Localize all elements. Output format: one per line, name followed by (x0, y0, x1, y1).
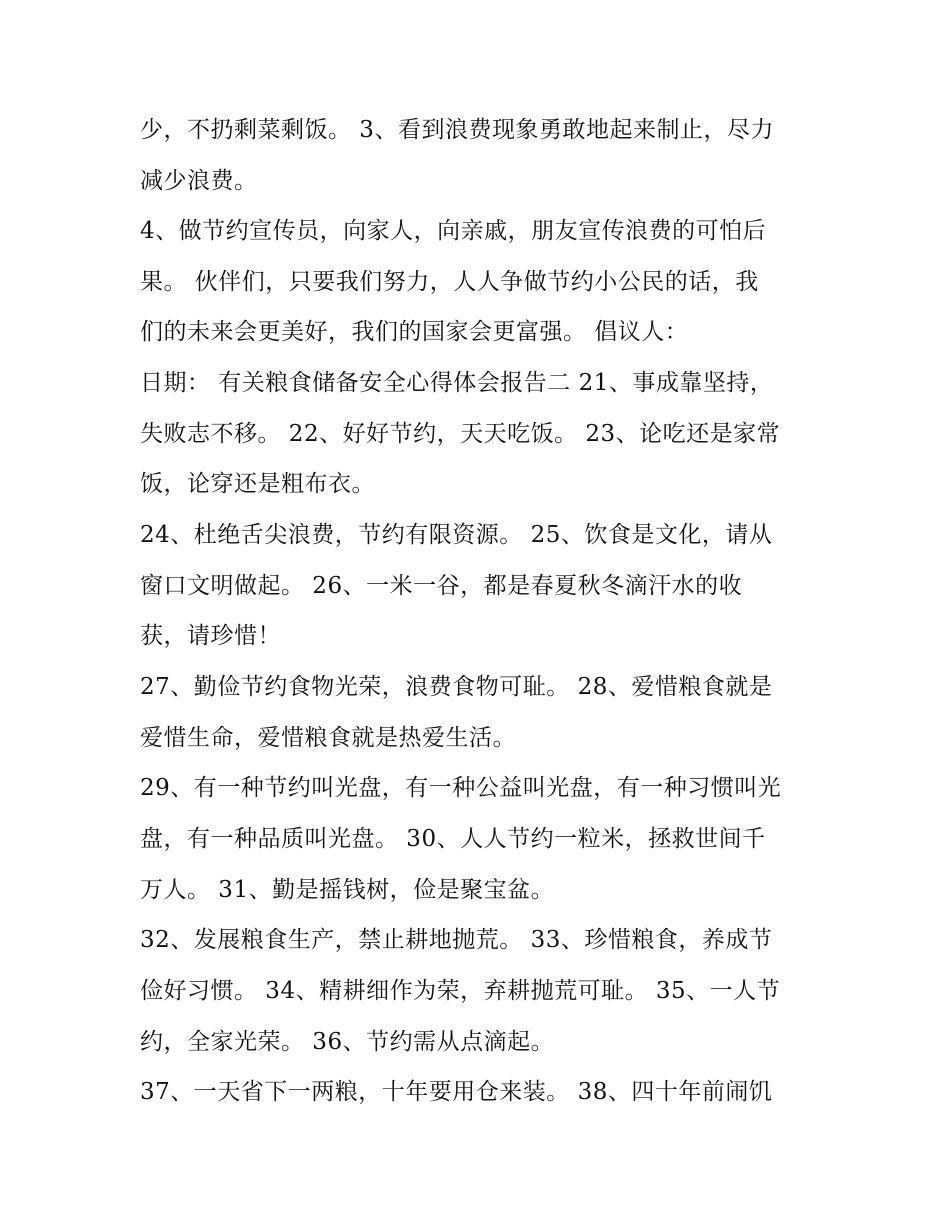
text-line: 万人。 31、勤是摇钱树，俭是聚宝盆。 (140, 877, 555, 903)
text-line: 爱惜生命，爱惜粮食就是热爱生活。 (140, 725, 516, 751)
text-line: 失败志不移。 22、好好节约，天天吃饭。 23、论吃还是家常 (140, 421, 781, 447)
text-line: 32、发展粮食生产，禁止耕地抛荒。 33、珍惜粮食，养成节 (140, 927, 773, 953)
text-line: 27、勤俭节约食物光荣，浪费食物可耻。 28、爱惜粮食就是 (140, 674, 773, 700)
text-line: 4、做节约宣传员，向家人，向亲戚，朋友宣传浪费的可怕后 (140, 218, 767, 244)
text-line: 减少浪费。 (140, 168, 258, 194)
text-line: 果。 伙伴们，只要我们努力，人人争做节约小公民的话，我 (140, 269, 759, 295)
text-line: 获，请珍惜！ (140, 623, 281, 649)
text-line: 饭，论穿还是粗布衣。 (140, 471, 375, 497)
text-line: 少，不扔剩菜剩饭。 3、看到浪费现象勇敢地起来制止，尽力 (140, 117, 774, 143)
text-line: 盘，有一种品质叫光盘。 30、人人节约一粒米，拯救世间千 (140, 826, 766, 852)
text-line: 29、有一种节约叫光盘，有一种公益叫光盘，有一种习惯叫光 (140, 775, 782, 801)
text-line: 俭好习惯。 34、精耕细作为荣，弃耕抛荒可耻。 35、一人节 (140, 978, 781, 1004)
text-line: 日期： 有关粮食储备安全心得体会报告二 21、事成靠坚持， (140, 370, 774, 396)
text-line: 们的未来会更美好，我们的国家会更富强。 倡议人： (140, 319, 689, 345)
text-line: 窗口文明做起。 26、一米一谷，都是春夏秋冬滴汗水的收 (140, 573, 743, 599)
text-line: 37、一天省下一两粮，十年要用仓来装。 38、四十年前闹饥 (140, 1079, 773, 1105)
text-line: 约，全家光荣。 36、节约需从点滴起。 (140, 1029, 555, 1055)
text-line: 24、杜绝舌尖浪费，节约有限资源。 25、饮食是文化，请从 (140, 522, 773, 548)
